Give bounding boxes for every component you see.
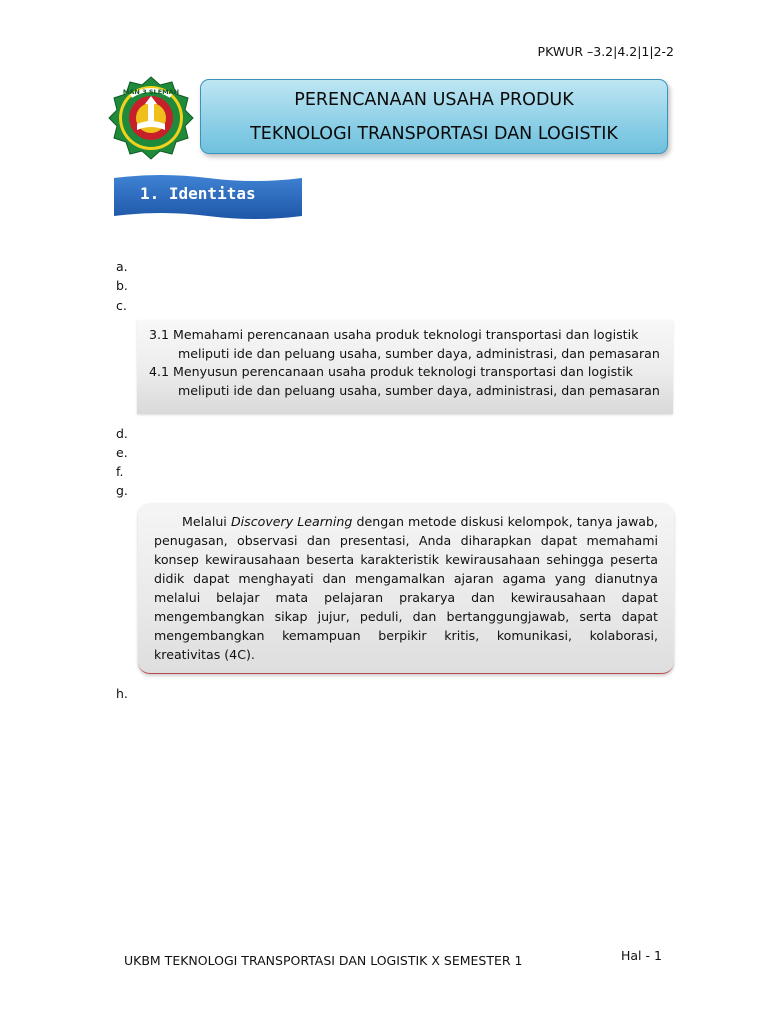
tujuan-pembelajaran-box [138, 503, 674, 674]
section-heading-banner [114, 174, 302, 222]
tujuan-paragraph [154, 512, 658, 664]
document-code: PKWUR –3.2|4.2|1|2-2 [537, 44, 674, 59]
list-marker-g: g. [116, 483, 128, 498]
list-marker-b: b. [116, 278, 128, 293]
list-marker-c: c. [116, 298, 127, 313]
title-line-2: TEKNOLOGI TRANSPORTASI DAN LOGISTIK [250, 124, 618, 144]
list-marker-d: d. [116, 426, 128, 441]
footer-text: UKBM TEKNOLOGI TRANSPORTASI DAN LOGISTIK X SEMESTER 1 [124, 953, 523, 968]
list-marker-f: f. [116, 464, 124, 479]
kd-3-1-line1: 3.1 Memahami perencanaan usaha produk teknologi transportasi dan logistik [149, 327, 639, 342]
school-logo [104, 76, 198, 160]
kd-3-1-line2: meliputi ide dan peluang usaha, sumber daya, administrasi, dan pemasaran [178, 346, 660, 361]
section-heading: 1. Identitas [140, 184, 256, 203]
title-line-1: PERENCANAAN USAHA PRODUK [294, 90, 574, 110]
kompetensi-dasar-box [137, 320, 673, 414]
list-marker-a: a. [116, 259, 128, 274]
list-marker-h: h. [116, 686, 128, 701]
kd-4-1-line2: meliputi ide dan peluang usaha, sumber daya, administrasi, dan pemasaran [178, 383, 660, 398]
page-number: Hal - 1 [621, 948, 662, 963]
tujuan-emphasis: Discovery Learning [230, 514, 353, 529]
tujuan-body: dengan metode diskusi kelompok, tanya jawab, penugasan, observasi dan presentasi, Anda diharapkan dapat memahami konsep kewirausahaan beserta karakteristik kewirausahaan sehingga peserta didik dapat menghayati dan mengamalkan ajaran agama yang dianutnya melalui belajar mata pelajaran prakarya dan kewirausahaan dapat mengembangkan sikap jujur, peduli, dan bertanggungjawab, serta dapat mengembangkan kemampuan berpikir kritis, komunikasi, kolaborasi, kreativitas (4C). [154, 514, 658, 662]
logo-text: MAN 3 SLEMAN [122, 88, 180, 96]
list-marker-e: e. [116, 445, 128, 460]
tujuan-lead: Melalui [182, 514, 227, 529]
kd-4-1-line1: 4.1 Menyusun perencanaan usaha produk teknologi transportasi dan logistik [149, 364, 633, 379]
title-banner [200, 79, 668, 154]
